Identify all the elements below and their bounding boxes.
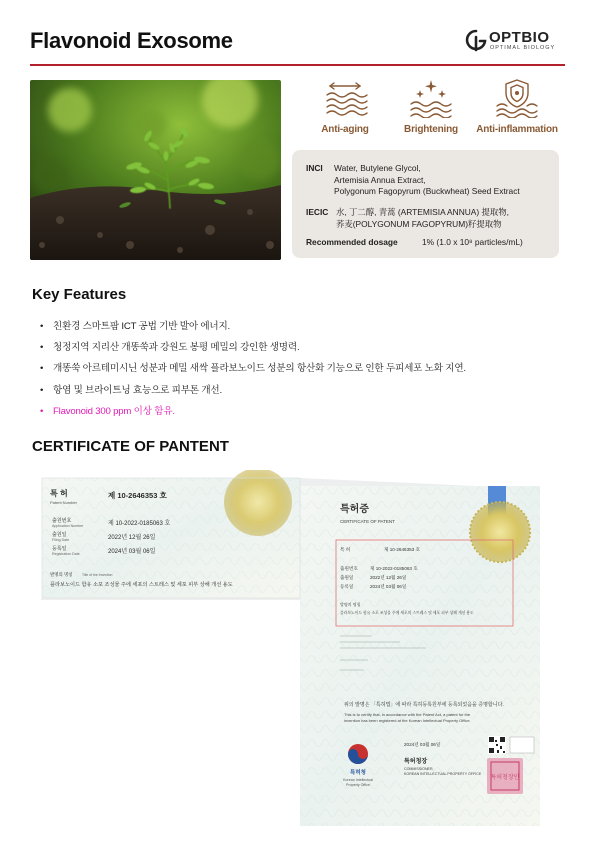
bullet-icon: •	[40, 342, 44, 354]
feature-text: 친환경 스마트팜 ICT 공법 기반 발아 에너지.	[53, 321, 231, 332]
doc-statement-en-2: invention has been registered at the Korean Intellectual Property Office.	[344, 718, 471, 723]
shield-surface-icon	[494, 78, 540, 118]
feature-item-highlight	[40, 401, 560, 422]
key-features-list	[40, 316, 560, 422]
doc-patent-no: 제 10-2646353 호	[384, 547, 420, 552]
doc-office-en-1: Korean Intellectual	[343, 778, 373, 782]
inci-value	[334, 163, 520, 198]
brand-name: OPTBIO	[489, 29, 550, 46]
zoom-cert-label-en: Patent Number	[50, 500, 77, 505]
iecic-label: IECIC	[306, 207, 329, 217]
zoom-filing-label: 출원일	[52, 532, 67, 538]
doc-title-en: CERTIFICATE OF PATENT	[340, 519, 395, 524]
bullet-icon: •	[40, 363, 44, 375]
zoom-invention-label: 발명의 명칭	[50, 572, 73, 577]
doc-office-en-2: Property Office	[346, 783, 370, 787]
zoom-gold-seal-icon	[224, 470, 292, 536]
zoom-cert-label: 특 허	[50, 489, 68, 498]
zoom-app-value: 제 10-2022-0185063 호	[108, 521, 171, 527]
inci-line: Artemisia Annua Extract,	[334, 174, 426, 185]
doc-commissioner-ko: 특허청장	[404, 759, 428, 765]
inci-line: Water, Butylene Glycol,	[334, 163, 421, 173]
inci-label: INCI	[306, 163, 323, 173]
dosage-label: Recommended dosage	[306, 237, 398, 247]
bullet-icon: •	[40, 405, 44, 417]
iecic-line: 荞麦(POLYGONUM FAGOPYRUM)籽提取物	[336, 218, 502, 229]
feature-text: 항염 및 브라이트닝 효능으로 피부톤 개선.	[53, 384, 222, 396]
inci-line: Polygonum Fagopyrum (Buckwheat) Seed Extract	[334, 186, 520, 196]
patent-certificate-figure	[0, 470, 595, 842]
benefit-anti-inflammation	[475, 78, 559, 144]
doc-filing-value: 2022년 12월 26일	[370, 575, 407, 580]
zoom-filing-value: 2022년 12월 26일	[108, 535, 156, 541]
doc-office-ko: 특허청	[350, 770, 366, 776]
patent-certificate-svg	[0, 470, 595, 842]
certificate-title: CERTIFICATE OF PANTENT	[32, 438, 229, 455]
bullet-icon: •	[40, 321, 44, 332]
dosage-value: 1% (1.0 x 10⁸ particles/mL)	[422, 237, 523, 247]
benefit-icons	[303, 78, 559, 144]
doc-commissioner-en-2: KOREAN INTELLECTUAL PROPERTY OFFICE	[404, 772, 482, 776]
zoom-reg-value: 2024년 03월 06일	[108, 549, 156, 555]
header-divider	[30, 64, 565, 66]
key-features-title: Key Features	[32, 286, 127, 303]
red-stamp-icon	[487, 758, 523, 794]
page-title: Flavonoid Exosome	[30, 28, 233, 53]
zoom-invention-value: 플라보노이드 함유 소포 조성물 주에 세포의 스트레스 및 세포 피부 상해 개선 용도	[50, 582, 233, 588]
artemisia-seedling-image	[30, 80, 281, 260]
zoom-invention-label-en: Title of the Invention	[82, 573, 113, 577]
sprout-photo	[30, 80, 281, 260]
benefit-label: Anti-inflammation	[476, 124, 558, 135]
feature-text: 개똥쑥 아르테미시닌 성분과 메밀 새싹 플라보노이드 성분의 항산화 기능으로 인한 두피세포 노화 지연.	[53, 363, 466, 375]
feature-text: 청정지역 지리산 개똥쑥과 강원도 봉평 메밀의 강인한 생명력.	[53, 342, 300, 354]
doc-cert-label: 특 허	[340, 547, 351, 552]
kipo-emblem-icon	[348, 744, 368, 764]
stamp-text: 특허청장인	[490, 775, 520, 781]
brand-logo	[465, 29, 565, 55]
zoom-app-label: 출원번호	[52, 518, 72, 524]
zoom-app-label-en: Application Number	[52, 524, 84, 528]
benefit-anti-aging	[303, 78, 387, 144]
doc-app-value: 제 10-2022-0185063 호	[370, 566, 418, 571]
doc-reg-label: 등록일	[340, 584, 354, 589]
zoom-reg-label: 등록일	[52, 546, 67, 552]
benefit-label: Anti-aging	[321, 124, 369, 135]
iecic-value	[336, 207, 509, 230]
doc-date: 2024년 03월 06일	[404, 742, 441, 747]
doc-commissioner-en-1: COMMISSIONER,	[404, 767, 434, 771]
doc-app-label: 출원번호	[340, 566, 358, 571]
wave-lines-icon	[322, 78, 368, 118]
brand-tagline: OPTIMAL BIOLOGY	[490, 45, 556, 51]
benefit-label: Brightening	[404, 124, 458, 135]
bullet-icon: •	[40, 384, 44, 396]
zoom-patent-no: 제 10-2646353 호	[108, 491, 167, 500]
benefit-brightening	[389, 78, 473, 144]
feature-text: Flavonoid 300 ppm 이상 함유.	[53, 405, 175, 417]
full-certificate-document	[300, 486, 540, 826]
gold-seal-icon	[470, 502, 530, 562]
feature-item	[40, 380, 560, 401]
feature-item	[40, 358, 560, 379]
feature-item	[40, 316, 560, 337]
optbio-logo-icon	[465, 29, 487, 53]
zoom-filing-label-en: Filing Date	[52, 538, 70, 542]
doc-invention-label: 발명의 명칭	[340, 602, 361, 607]
ingredient-spec-box	[292, 150, 559, 258]
qr-code-icon	[488, 736, 534, 754]
doc-invention-value: 플라보노이드 함유 소포 조성물 주에 세포의 스트레스 및 세포 피부 상해 개선 용도	[340, 611, 474, 615]
certificate-zoom-panel	[42, 470, 300, 598]
doc-title: 특허증	[340, 504, 369, 515]
doc-reg-value: 2024년 03월 06일	[370, 584, 407, 589]
doc-statement-en-1: This is to certify that, in accordance with the Patent Act, a patent for the	[344, 712, 471, 717]
sparkle-surface-icon	[408, 78, 454, 118]
zoom-reg-label-en: Registration Date	[52, 552, 80, 556]
doc-statement-ko: 위의 발명은 「특허법」에 따라 특허등록원부에 등록되었음을 증명합니다.	[344, 702, 504, 708]
iecic-line: 水, 丁二醇, 青蒿 (ARTEMISIA ANNUA) 提取物,	[336, 207, 509, 217]
doc-filing-label: 출원일	[340, 575, 354, 580]
feature-item	[40, 337, 560, 358]
